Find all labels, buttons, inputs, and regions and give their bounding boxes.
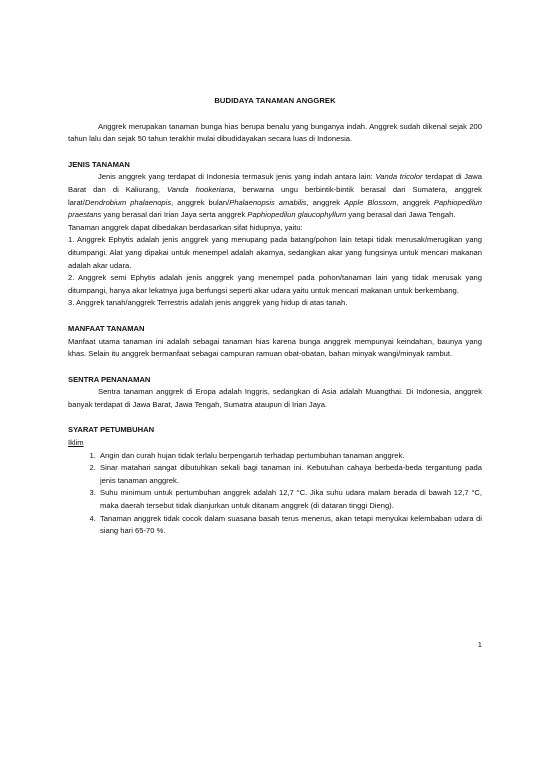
sentra-paragraph: Sentra tanaman anggrek di Eropa adalah Inggris, sedangkan di Asia adalah Muangthai. Di Indonesia, anggrek banyak terdapat di Jawa Barat, Jawa Tengah, Sumatra ataupun di Irian Jaya.: [68, 387, 482, 409]
species-name: Apple Blossom: [344, 197, 397, 207]
species-name: Vanda tricolor: [375, 172, 423, 182]
species-name: Vanda hookeriana: [166, 184, 234, 194]
jenis-text: yang berasal dari Jawa Tengah.: [346, 210, 456, 220]
section-heading-jenis: JENIS TANAMAN: [68, 159, 130, 169]
jenis-classification-intro: Tanaman anggrek dapat dibedakan berdasarkan sifat hidupnya, yaitu:: [68, 222, 303, 232]
jenis-text: , berwarna ungu berbintik-bintik berasal dari Sumatera, anggrek larat/: [68, 184, 482, 207]
species-name: Paphiopedilun glaucophyllum: [247, 210, 347, 220]
page-number: 1: [477, 640, 482, 649]
intro-paragraph: Anggrek merupakan tanaman bunga hias berupa benalu yang bunganya indah. Anggrek sudah dikenal sejak 200 tahun lalu dan sejak 50 tahun terakhir mulai dibudidayakan secara luas di Indonesia.: [68, 121, 482, 144]
document-title: BUDIDAYA TANAMAN ANGGREK: [214, 96, 336, 105]
jenis-text: terdapat di Jawa Barat dan di Kaliurang,: [68, 172, 482, 194]
species-name: Dendrobium phalaenopis: [84, 197, 172, 207]
jenis-text: , anggrek: [396, 197, 434, 207]
jenis-item-3: 3. Anggrek tanah/anggrek Terrestris adalah jenis anggrek yang hidup di atas tanah.: [68, 298, 348, 308]
section-heading-manfaat: MANFAAT TANAMAN: [68, 323, 145, 333]
list-item: 3. Suhu minimum untuk pertumbuhan anggrek adalah 12,7 °C. Jika suhu udara malam berada di bawah 12,7 °C, maka daerah tersebut tidak dianjurkan untuk ditanam anggrek (di dataran tinggi Dieng).: [98, 487, 482, 512]
jenis-text: , anggrek bulan/: [171, 197, 230, 207]
jenis-item-2: 2. Anggrek semi Ephytis adalah jenis anggrek yang menempel pada pohon/tanaman lain yang tidak merusak yang ditumpangi, hanya akar lekatnya juga berfungsi seperti akar udara yaitu untuk mencari makanan untuk berkembang.: [68, 273, 482, 295]
list-item: 4. Tanaman anggrek tidak cocok dalam suasana basah terus menerus, akan tetapi menyukai kelembaban udara di siang hari 65-70 %.: [98, 513, 482, 538]
section-heading-syarat: SYARAT PETUMBUHAN: [68, 425, 155, 435]
species-name: Phalaenopsis amabilis: [229, 197, 307, 207]
jenis-text: yang berasal dari Irian Jaya serta anggrek: [101, 210, 248, 220]
iklim-list: [68, 450, 482, 538]
jenis-text: , anggrek: [306, 197, 344, 207]
jenis-paragraph: [68, 171, 482, 221]
jenis-item-1: 1. Anggrek Ephytis adalah jenis anggrek yang menupang pada batang/pohon lain tetapi tidak merusak/merugikan yang ditumpangi. Alat yang dipakai untuk menempel adalah akarnya, sedangkan akar yang fungsinya untuk mencari makanan adalah akar udara.: [68, 235, 482, 270]
section-heading-sentra: SENTRA PENANAMAN: [68, 374, 151, 384]
manfaat-paragraph: Manfaat utama tanaman ini adalah sebagai tanaman hias karena bunga anggrek mempunyai keindahan, baunya yang khas. Selain itu anggrek bermanfaat sebagai campuran ramuan obat-obatan, bahan minyak wangi/minyak rambut.: [68, 336, 482, 359]
list-item: 2. Sinar matahari sangat dibutuhkan sekali bagi tanaman ini. Kebutuhan cahaya berbeda-beda tergantung pada jenis tanaman anggrek.: [98, 462, 482, 487]
species-name: Paphiopedilun praestans: [68, 197, 482, 220]
list-item: 1. Angin dan curah hujan tidak terlalu berpengaruh terhadap pertumbuhan tanaman anggrek.: [98, 450, 482, 463]
subheading-iklim: Iklim: [68, 438, 84, 448]
jenis-text: Jenis anggrek yang terdapat di Indonesia termasuk jenis yang indah antara lain:: [98, 172, 376, 182]
